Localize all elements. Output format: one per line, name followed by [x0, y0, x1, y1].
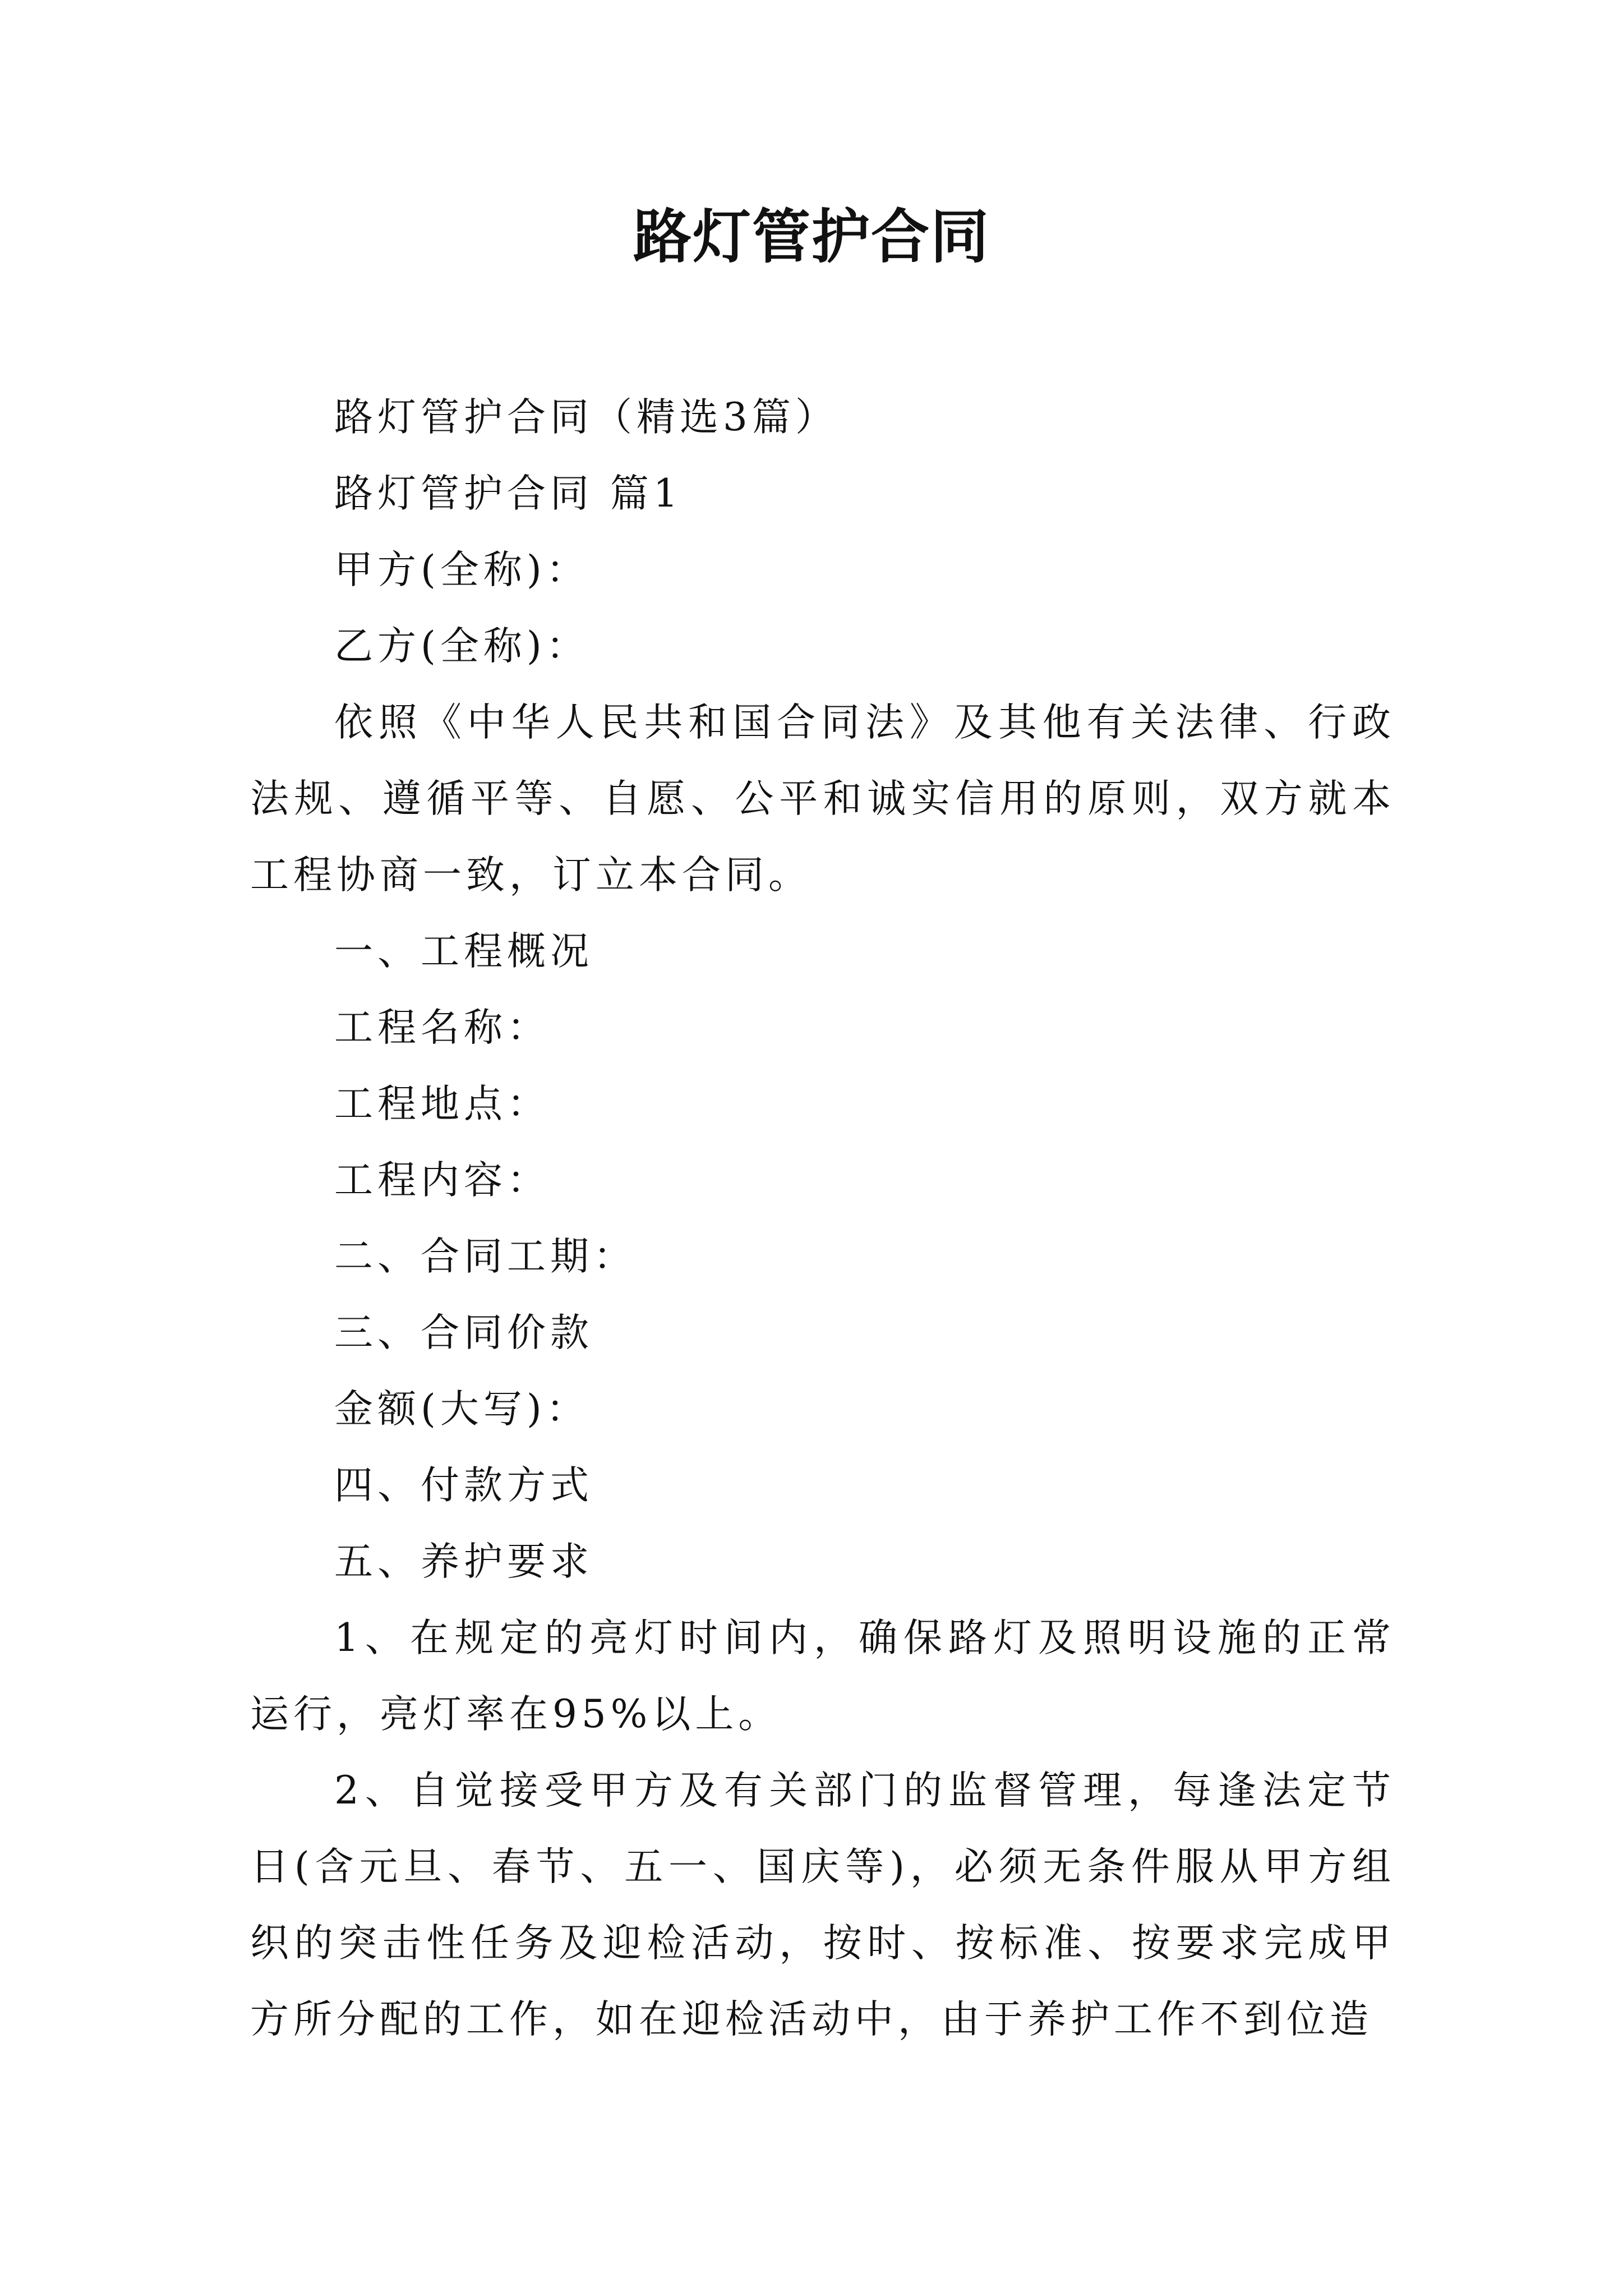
paragraph-project-location: 工程地点：: [334, 1082, 550, 1126]
paragraph-party-b: 乙方(全称)：: [334, 624, 589, 669]
paragraph-requirement-1: 1、在规定的亮灯时间内，确保路灯及照明设施的正常运行，亮灯率在95%以上。: [250, 1616, 1395, 1737]
paragraph-heading-2: 二、合同工期：: [334, 1234, 637, 1279]
paragraph-amount: 金额(大写)：: [334, 1387, 589, 1432]
paragraph-heading-3: 三、合同价款: [334, 1310, 593, 1355]
paragraph-requirement-2: 2、自觉接受甲方及有关部门的监督管理，每逢法定节日(含元旦、春节、五一、国庆等)，必须无条件服从甲方组织的突击性任务及迎检活动，按时、按标准、按要求完成甲方所分配的工作，如在迎检活动中，由于养护工作不到位造: [250, 1768, 1395, 2042]
paragraph-party-a: 甲方(全称)：: [334, 547, 589, 592]
paragraph-heading-1: 一、工程概况: [334, 929, 593, 974]
document-title: 路灯管护合同: [633, 202, 990, 271]
paragraph-project-name: 工程名称：: [334, 1005, 550, 1050]
paragraph-heading-5: 五、养护要求: [334, 1539, 593, 1584]
paragraph-heading-4: 四、付款方式: [334, 1463, 593, 1508]
paragraph-section-title: 路灯管护合同 篇1: [334, 471, 683, 516]
paragraph-subtitle: 路灯管护合同（精选3篇）: [334, 395, 838, 440]
paragraph-preamble: 依照《中华人民共和国合同法》及其他有关法律、行政法规、遵循平等、自愿、公平和诚实信用的原则，双方就本工程协商一致，订立本合同。: [250, 700, 1395, 898]
paragraph-project-content: 工程内容：: [334, 1158, 550, 1203]
document-body: [250, 379, 1395, 2058]
